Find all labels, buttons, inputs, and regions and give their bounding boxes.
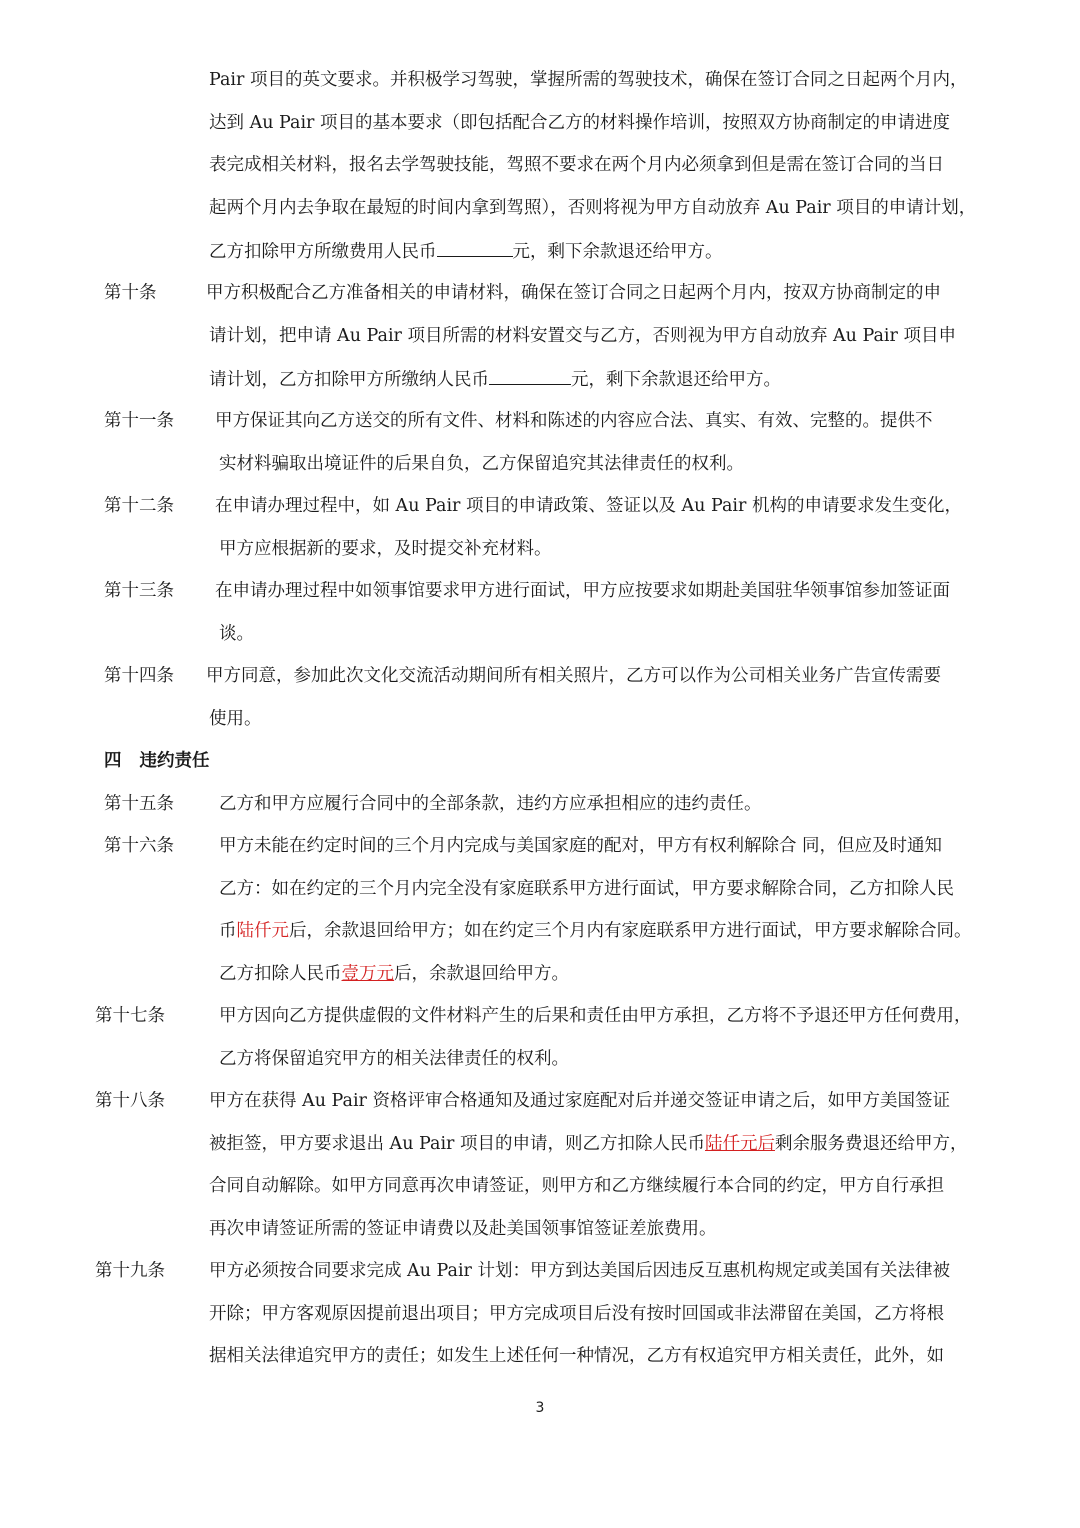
text-line: 乙方和甲方应履行合同中的全部条款，违约方应承担相应的违约责任。 (219, 794, 762, 814)
fill-in-blank (437, 238, 513, 257)
text-line: 甲方保证其向乙方送交的所有文件、材料和陈述的内容应合法、真实、有效、完整的。提供不 (215, 411, 933, 431)
text-segment: 元，剩下余款退还给甲方。 (512, 242, 723, 262)
article-16-label: 第十六条 (104, 836, 174, 856)
text-segment: 后，余款退回给甲方；如在约定三个月内有家庭联系甲方进行面试，甲方要求解除合同。 (289, 921, 972, 941)
text-line: 在申请办理过程中如领事馆要求甲方进行面试，甲方应按要求如期赴美国驻华领事馆参加签证面 (215, 581, 950, 601)
text-line: 甲方积极配合乙方准备相关的申请材料，确保在签订合同之日起两个月内，按双方协商制定的申 (206, 283, 941, 303)
text-segment: 被拒签，甲方要求退出 Au Pair 项目的申请，则乙方扣除人民币 (209, 1134, 705, 1154)
section-title: 违约责任 (139, 751, 210, 771)
text-line: 开除；甲方客观原因提前退出项目；甲方完成项目后没有按时回国或非法滞留在美国，乙方将根 (209, 1304, 944, 1324)
text-line: 甲方未能在约定时间的三个月内完成与美国家庭的配对，甲方有权利解除合 同，但应及时通知 (219, 836, 943, 856)
text-line (209, 366, 781, 392)
text-segment: 后，余款退回给甲方。 (394, 964, 569, 984)
text-line (219, 962, 569, 986)
text-line: 据相关法律追究甲方的责任；如发生上述任何一种情况，乙方有权追究甲方相关责任，此外，如 (209, 1346, 944, 1366)
page-number: 3 (535, 1400, 545, 1416)
text-line (209, 238, 723, 264)
text-line: 表完成相关材料，报名去学驾驶技能，驾照不要求在两个月内必须拿到但是需在签订合同的当日 (209, 155, 944, 175)
text-line: 达到 Au Pair 项目的基本要求（即包括配合乙方的材料操作培训，按照双方协商制定的申请进度 (209, 113, 950, 133)
text-line: 再次申请签证所需的签证申请费以及赴美国领事馆签证差旅费用。 (209, 1219, 717, 1239)
text-line (209, 1132, 967, 1156)
amount-highlight: 壹万元 (341, 964, 394, 984)
amount-highlight: 陆仟元 (236, 921, 289, 941)
text-line: 甲方因向乙方提供虚假的文件材料产生的后果和责任由甲方承担，乙方将不予退还甲方任何费用， (219, 1006, 972, 1026)
article-10-label: 第十条 (104, 283, 157, 303)
text-segment: 元，剩下余款退还给甲方。 (571, 370, 781, 390)
text-segment: 乙方扣除人民币 (219, 964, 342, 984)
text-line (219, 919, 972, 943)
text-line: 乙方将保留追究甲方的相关法律责任的权利。 (219, 1049, 569, 1069)
article-18-label: 第十八条 (95, 1091, 165, 1111)
section-number: 四 (104, 751, 122, 771)
text-line: 合同自动解除。如甲方同意再次申请签证，则甲方和乙方继续履行本合同的约定，甲方自行承担 (209, 1176, 944, 1196)
text-line: 谈。 (219, 624, 254, 644)
text-line: 起两个月内去争取在最短的时间内拿到驾照），否则将视为甲方自动放弃 Au Pair 项目的申请计划， (209, 198, 977, 218)
article-12-label: 第十二条 (104, 496, 174, 516)
text-line: 甲方必须按合同要求完成 Au Pair 计划：甲方到达美国后因违反互惠机构规定或美国有关法律被 (209, 1261, 950, 1281)
text-segment: 币 (219, 921, 237, 941)
text-line: 在申请办理过程中，如 Au Pair 项目的申请政策、签证以及 Au Pair 机构的申请要求发生变化， (215, 496, 962, 516)
fill-in-blank (489, 366, 571, 385)
text-segment: 请计划，乙方扣除甲方所缴纳人民币 (209, 370, 489, 390)
article-14-label: 第十四条 (104, 666, 174, 686)
article-11-label: 第十一条 (104, 411, 174, 431)
text-segment: 剩余服务费退还给甲方， (774, 1134, 968, 1154)
article-17-label: 第十七条 (95, 1006, 165, 1026)
text-line: 甲方应根据新的要求，及时提交补充材料。 (219, 539, 552, 559)
text-line: 请计划，把申请 Au Pair 项目所需的材料安置交与乙方，否则视为甲方自动放弃 Au Pair 项目申 (209, 326, 956, 346)
text-line: 甲方同意，参加此次文化交流活动期间所有相关照片，乙方可以作为公司相关业务广告宣传需要 (206, 666, 941, 686)
text-line: 使用。 (209, 709, 262, 729)
section-heading (104, 749, 210, 773)
article-13-label: 第十三条 (104, 581, 174, 601)
text-line: 甲方在获得 Au Pair 资格评审合格通知及通过家庭配对后并递交签证申请之后，如甲方美国签证 (209, 1091, 950, 1111)
article-15-label: 第十五条 (104, 794, 174, 814)
text-line: 乙方：如在约定的三个月内完全没有家庭联系甲方进行面试，甲方要求解除合同，乙方扣除人民 (219, 879, 954, 899)
text-line: Pair 项目的英文要求。并积极学习驾驶，掌握所需的驾驶技术，确保在签订合同之日起两个月内， (209, 70, 968, 90)
text-segment: 乙方扣除甲方所缴费用人民币 (209, 242, 437, 262)
article-19-label: 第十九条 (95, 1261, 165, 1281)
amount-highlight: 陆仟元后 (704, 1134, 775, 1154)
text-line: 实材料骗取出境证件的后果自负，乙方保留追究其法律责任的权利。 (219, 454, 744, 474)
